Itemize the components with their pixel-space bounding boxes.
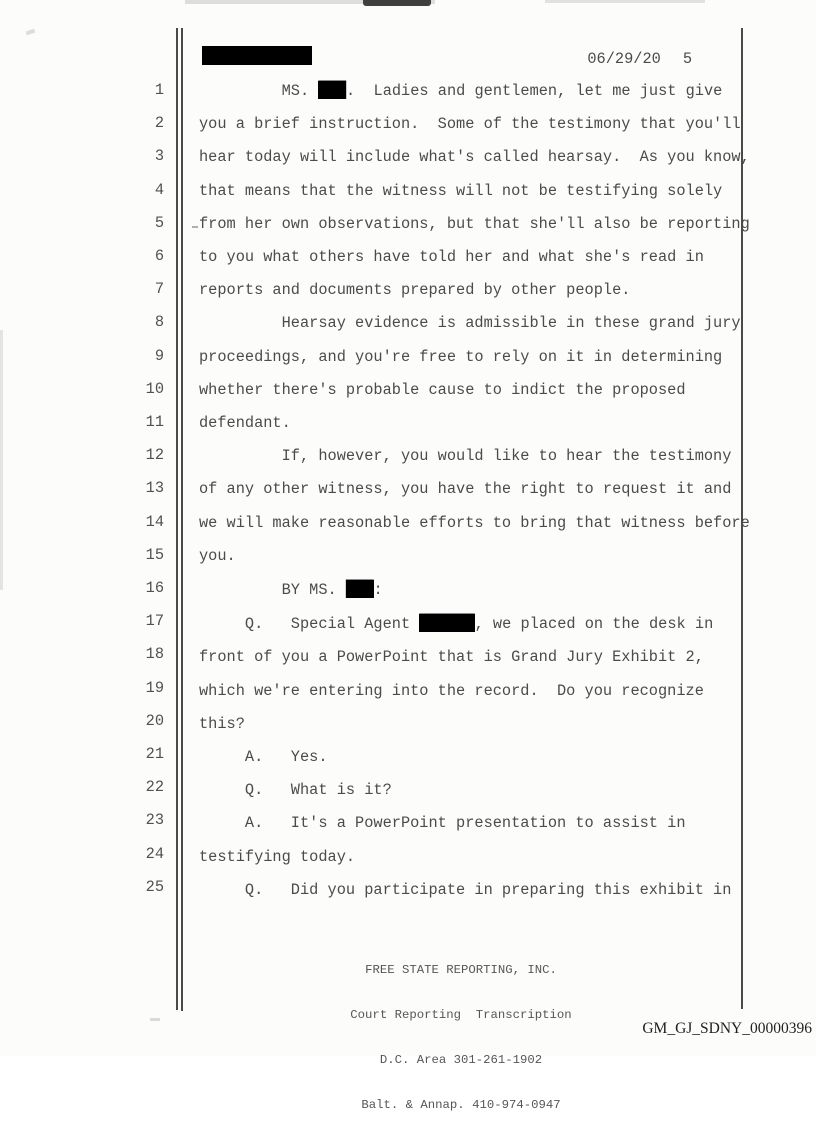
- transcript-line: [199, 641, 799, 674]
- line-number: 18: [145, 645, 164, 664]
- left-margin-rule-outer: [176, 28, 178, 1010]
- line-text: proceedings, and you're free to rely on it in determining: [199, 347, 723, 366]
- transcript-line: [199, 175, 799, 208]
- transcript-line: [199, 507, 799, 540]
- line-number: 19: [145, 678, 164, 697]
- line-number: 16: [145, 579, 164, 598]
- transcript-line: [199, 274, 799, 307]
- footer-line: Court Reporting Transcription: [350, 1008, 572, 1022]
- line-text: Hearsay evidence is admissible in these grand jury: [199, 314, 741, 333]
- transcript-line: [199, 241, 799, 274]
- line-text: Q. Special Agent: [199, 615, 420, 634]
- footer-line: D.C. Area 301-261-1902: [379, 1053, 543, 1067]
- line-number: 7: [154, 280, 164, 299]
- transcript-line: [199, 675, 799, 708]
- line-text: Q. What is it?: [199, 781, 392, 800]
- line-text: testifying today.: [199, 847, 356, 866]
- transcript-line: [199, 208, 799, 241]
- transcript-line: [199, 74, 799, 108]
- line-text: we will make reasonable efforts to bring that witness before: [199, 513, 750, 532]
- transcript-line: [199, 874, 799, 907]
- line-number: 4: [154, 180, 164, 199]
- transcript-line: [199, 741, 799, 774]
- line-number: 24: [145, 844, 164, 863]
- line-text: front of you a PowerPoint that is Grand Jury Exhibit 2,: [199, 648, 704, 667]
- line-number: 6: [154, 247, 164, 266]
- line-text: defendant.: [199, 414, 291, 433]
- line-text: A. Yes.: [199, 748, 328, 767]
- scan-artifact: [545, 0, 705, 3]
- header-redaction-bar: [202, 46, 312, 65]
- header-date: 06/29/20: [587, 50, 661, 68]
- footer-line: Balt. & Annap. 410-974-0947: [361, 1098, 561, 1112]
- transcript-line: [199, 440, 799, 473]
- line-text: whether there's probable cause to indict the proposed: [199, 380, 686, 399]
- line-number: 12: [145, 446, 164, 465]
- line-number: 20: [145, 711, 164, 730]
- line-text: MS.: [199, 82, 319, 100]
- line-number: 9: [154, 346, 164, 365]
- line-text: If, however, you would like to hear the testimony: [199, 447, 732, 466]
- header-page-number: 5: [682, 50, 692, 68]
- line-text: from her own observations, but that she'll also be reporting: [199, 214, 750, 233]
- line-text: this?: [199, 714, 245, 733]
- line-text: to you what others have told her and what she's read in: [199, 248, 704, 267]
- line-text: you a brief instruction. Some of the testimony that you'll: [199, 115, 741, 134]
- line-text: of any other witness, you have the right to request it and: [199, 480, 732, 499]
- line-number-column: [126, 74, 164, 904]
- inline-redaction: ██████: [419, 614, 475, 633]
- line-text: which we're entering into the record. Do you recognize: [199, 681, 704, 700]
- line-text: BY MS.: [199, 581, 346, 600]
- line-text: :: [373, 581, 383, 600]
- line-number: 2: [154, 114, 164, 133]
- line-number: 21: [145, 745, 164, 764]
- transcript-line: [199, 141, 799, 174]
- scan-artifact: [0, 330, 3, 590]
- page-header: [587, 50, 692, 68]
- footer-line: FREE STATE REPORTING, INC.: [365, 963, 557, 977]
- line-text: you.: [199, 546, 236, 565]
- transcript-line: [199, 607, 799, 641]
- inline-redaction: ███: [318, 81, 346, 99]
- line-text: A. It's a PowerPoint presentation to assist in: [199, 814, 686, 833]
- line-text: that means that the witness will not be testifying solely: [199, 181, 723, 200]
- line-text: . Ladies and gentlemen, let me just give: [345, 82, 723, 100]
- transcript-line: [199, 473, 799, 506]
- transcript-line: [199, 708, 799, 741]
- scan-artifact: [150, 1018, 160, 1021]
- transcript-line: [199, 573, 799, 607]
- left-margin-rule-inner: [181, 28, 183, 1011]
- transcript-line: [199, 341, 799, 374]
- line-number: 10: [145, 379, 164, 398]
- inline-redaction: ███: [345, 580, 374, 599]
- scan-artifact: [26, 29, 36, 36]
- transcript-line: [199, 540, 799, 573]
- line-number: 17: [145, 612, 164, 631]
- line-number: 3: [154, 147, 164, 166]
- line-number: 25: [145, 877, 164, 896]
- line-number: 11: [145, 413, 164, 432]
- transcript-body: [199, 74, 799, 907]
- reporter-footer: [199, 933, 723, 1143]
- line-number: 22: [145, 778, 164, 797]
- line-text: reports and documents prepared by other people.: [199, 281, 631, 300]
- line-number: 5: [154, 213, 164, 232]
- line-number: 1: [154, 81, 164, 99]
- line-text: hear today will include what's called hearsay. As you know,: [199, 148, 750, 167]
- line-number: 23: [145, 811, 164, 830]
- line-number: 15: [145, 545, 164, 564]
- transcript-line: [199, 807, 799, 840]
- transcript-line: [199, 374, 799, 407]
- transcript-line: [199, 774, 799, 807]
- bates-number: GM_GJ_SDNY_00000396: [642, 1020, 812, 1037]
- line-number: 14: [145, 512, 164, 531]
- transcript-line: [199, 841, 799, 874]
- transcript-line: [199, 407, 799, 440]
- scan-artifact: [363, 0, 431, 6]
- line-number: 8: [154, 313, 164, 332]
- transcript-line: [199, 108, 799, 141]
- line-number: 13: [145, 479, 164, 498]
- transcript-line: [199, 307, 799, 340]
- line-text: Q. Did you participate in preparing this exhibit in: [199, 880, 732, 899]
- line-text: , we placed on the desk in: [474, 615, 714, 634]
- scan-artifact: [192, 226, 198, 228]
